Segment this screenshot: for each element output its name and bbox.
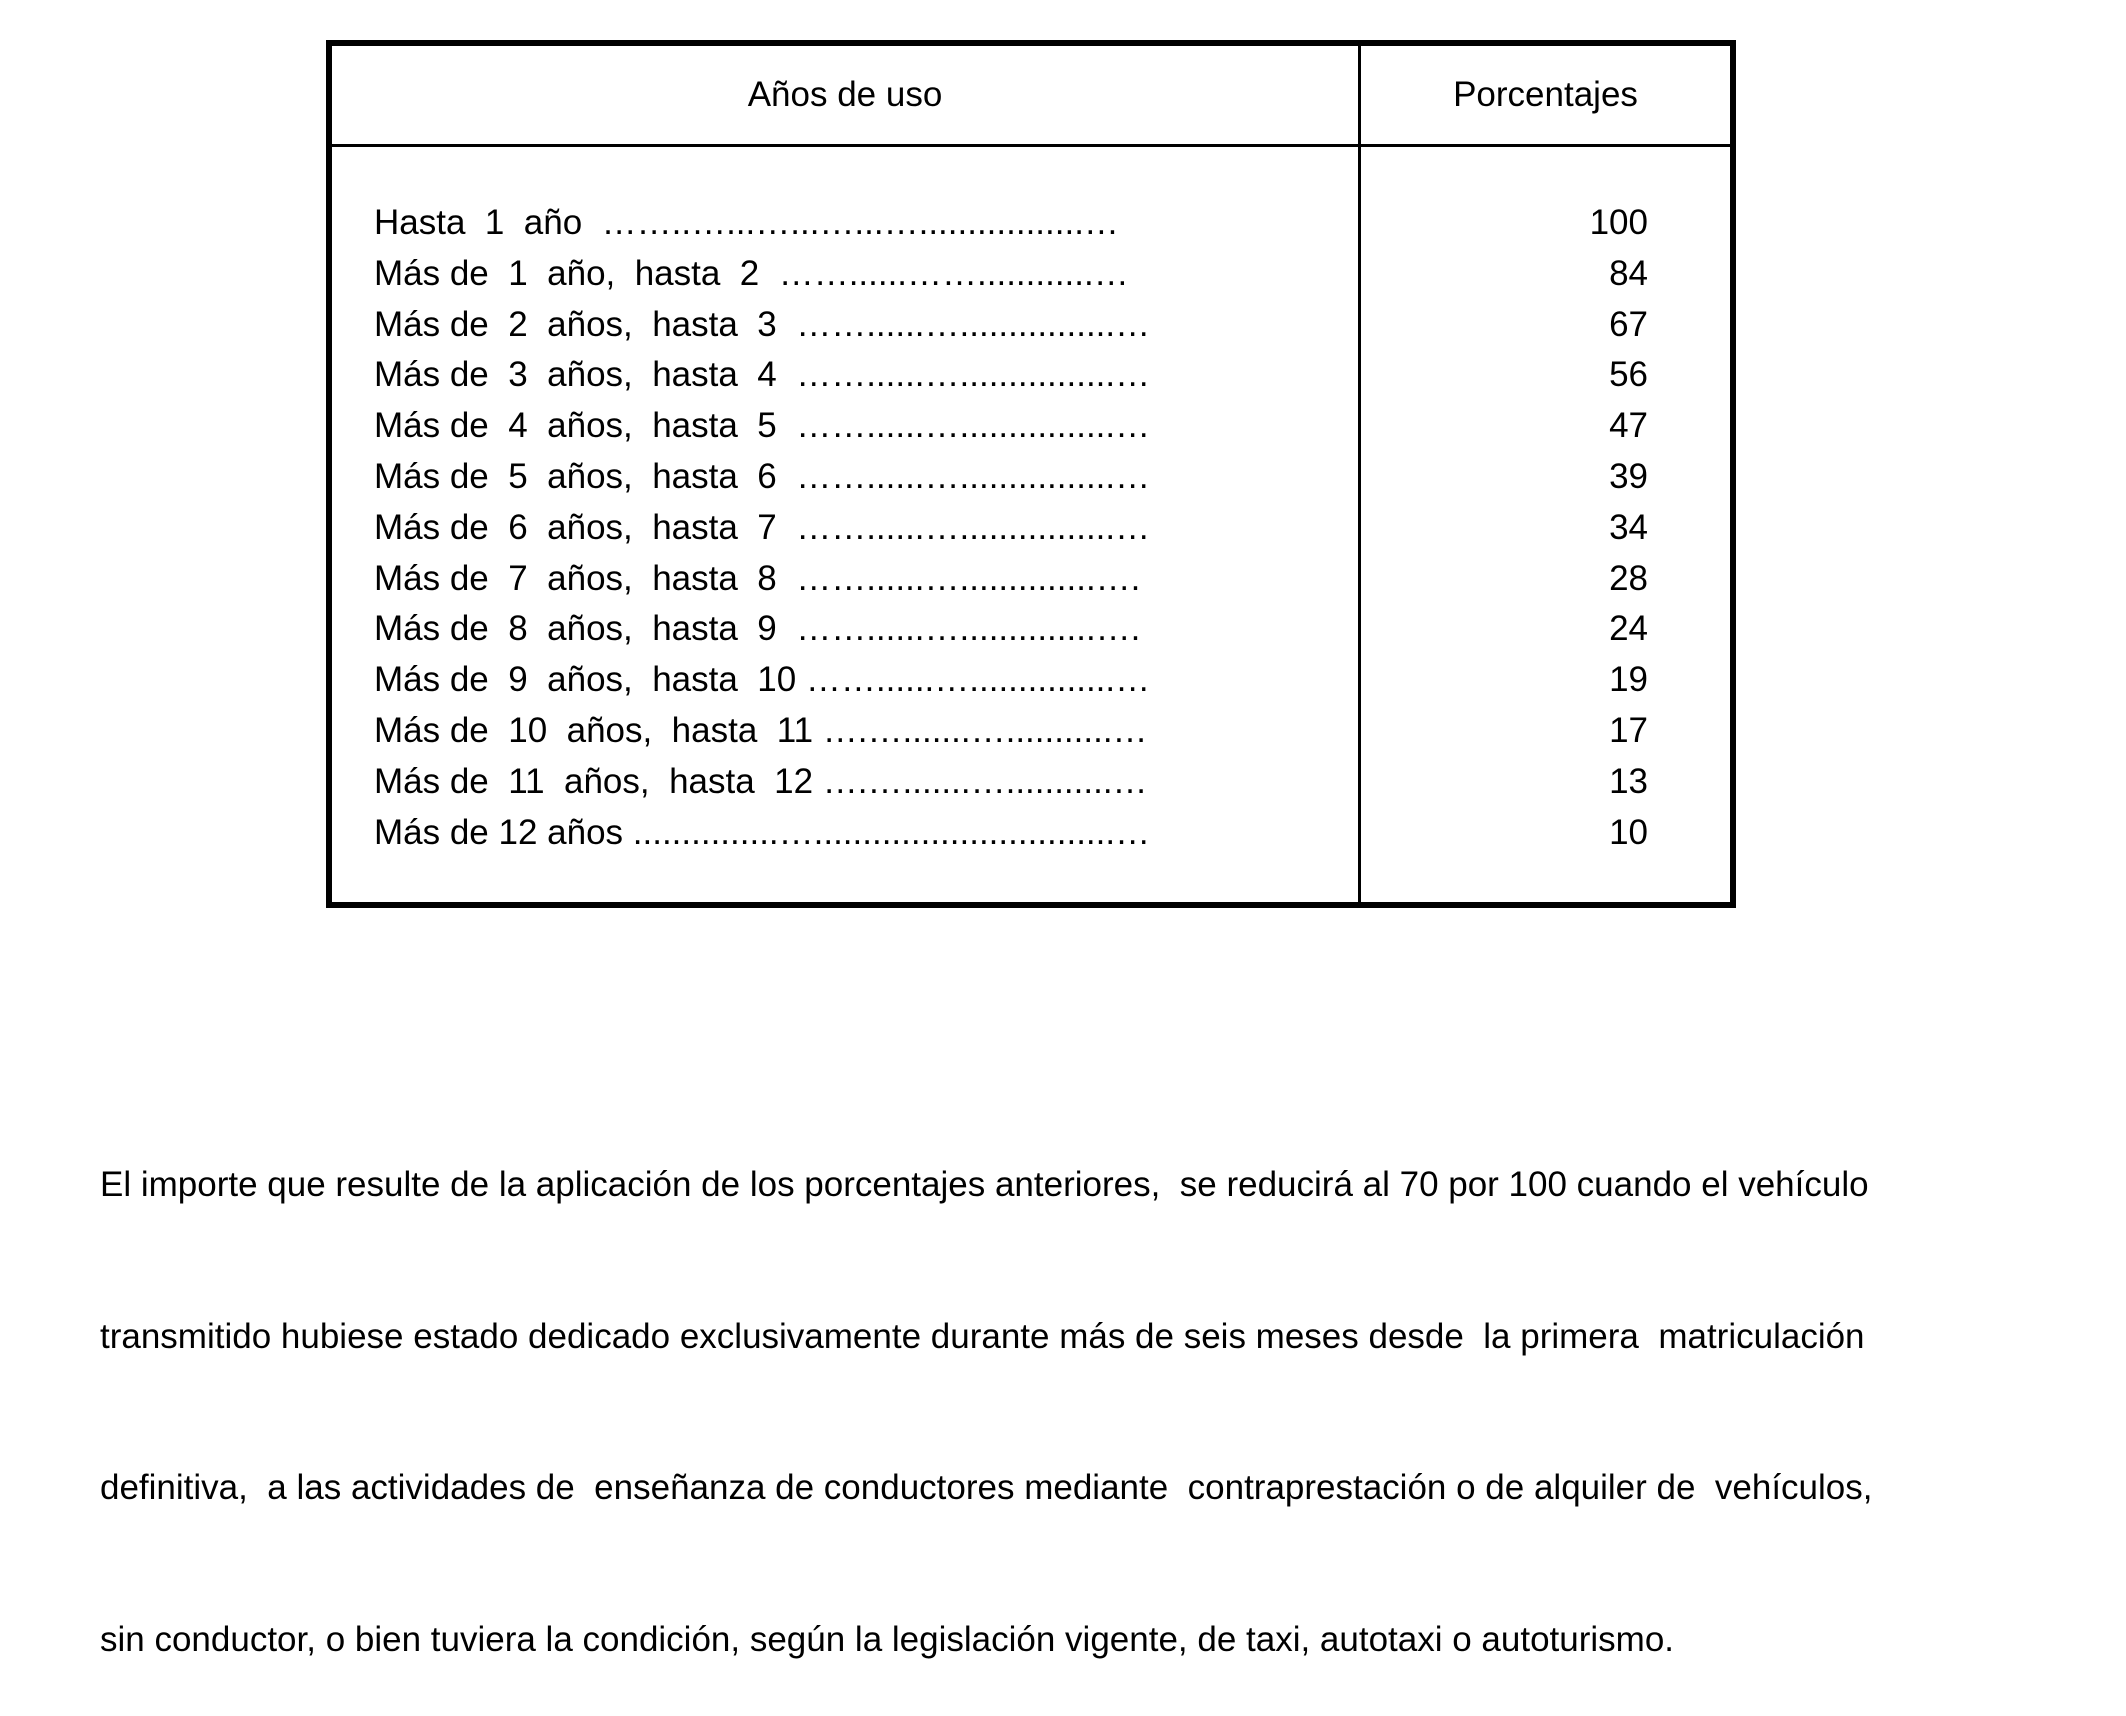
table-row [374,604,1724,655]
reduction-note-paragraph [100,1059,2060,1716]
row-label: Más de 6 años, hasta 7 ……......…................… [374,507,1151,547]
row-label: Más de 10 años, hasta 11 ….….......…...........… [374,710,1148,750]
table-body [374,198,1724,858]
header-percentages: Porcentajes [1453,75,1638,114]
row-percentage: 34 [1609,507,1648,547]
row-percentage: 39 [1609,456,1648,496]
row-percentage: 56 [1609,355,1648,395]
row-percentage: 19 [1609,660,1648,700]
row-percentage: 28 [1609,558,1648,598]
note-line: definitiva, a las actividades de enseñanza de conductores mediante contraprestación o de alquiler de vehículos, [100,1468,1873,1507]
row-label: Hasta 1 año ……..…...…...…...….................… [374,203,1119,242]
table-row [374,198,1724,249]
row-label: Más de 11 años, hasta 12 ….….......…...........… [374,761,1148,801]
row-percentage: 67 [1609,304,1648,344]
row-label: Más de 5 años, hasta 6 ……......…................… [374,456,1151,496]
table-row [374,757,1724,808]
row-percentage: 47 [1609,406,1648,446]
row-percentage: 100 [1589,203,1648,242]
table-row [374,401,1724,452]
row-label: Más de 4 años, hasta 5 ……......…................… [374,406,1151,446]
table-row [374,350,1724,401]
note-line: transmitido hubiese estado dedicado exclusivamente durante más de seis meses desde la primera matriculación [100,1316,1865,1356]
table-row [374,706,1724,757]
note-line: El importe que resulte de la aplicación de los porcentajes anteriores, se reducirá al 70 por 100 cuando el vehículo [100,1165,1869,1204]
note-line: sin conductor, o bien tuviera la condición, según la legislación vigente, de taxi, autotaxi o autoturismo. [100,1619,1675,1659]
row-label: Más de 12 años ...............…...............................… [374,812,1151,852]
table-row [374,554,1724,605]
table-row [374,300,1724,351]
table-row [374,503,1724,554]
row-label: Más de 1 año, hasta 2 ……......……............… [374,253,1129,293]
table-row [374,655,1724,706]
row-label: Más de 8 años, hasta 9 ……......…..............…. [374,609,1141,649]
row-percentage: 10 [1609,812,1648,852]
row-percentage: 13 [1609,761,1648,801]
row-label: Más de 7 años, hasta 8 ……......…..............…. [374,558,1141,598]
header-years-of-use: Años de uso [747,75,943,114]
row-percentage: 84 [1609,253,1648,293]
row-percentage: 17 [1609,710,1648,750]
depreciation-table [326,40,1736,908]
row-percentage: 24 [1609,609,1648,649]
table-row [374,808,1724,859]
row-label: Más de 2 años, hasta 3 ……......…................… [374,304,1151,344]
table-row [374,452,1724,503]
header-divider [332,144,1730,147]
table-row [374,249,1724,300]
row-label: Más de 9 años, hasta 10 ……......…...............… [374,660,1151,700]
row-label: Más de 3 años, hasta 4 ……......…................… [374,355,1151,395]
